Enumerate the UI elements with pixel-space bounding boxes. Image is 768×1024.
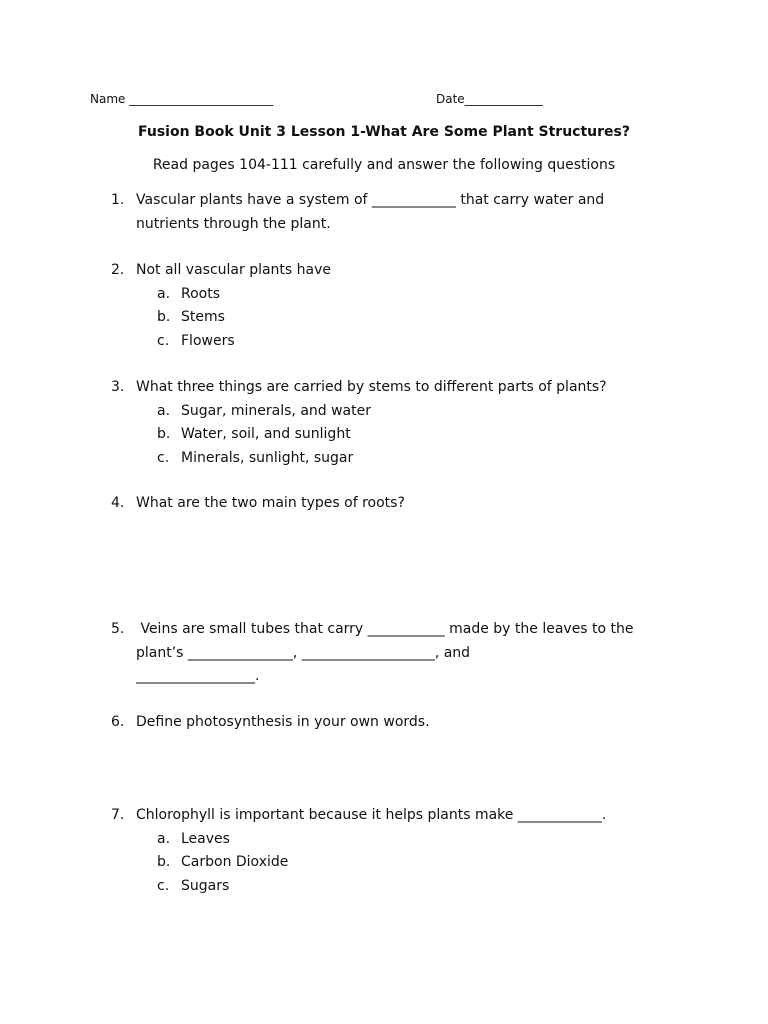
option-letter: a. (157, 830, 171, 847)
option-text: Stems (181, 309, 225, 325)
answer-option (157, 306, 681, 330)
question-2 (111, 259, 681, 353)
option-text: Sugar, minerals, and water (181, 402, 371, 419)
question-4 (111, 492, 681, 516)
question-number: 2. (111, 262, 125, 278)
option-letter: b. (157, 426, 171, 442)
option-letter: a. (157, 285, 171, 302)
answer-option (157, 283, 681, 307)
answer-option (157, 400, 681, 424)
question-number: 4. (111, 495, 125, 511)
question-text: Vascular plants have a system of ____________ that carry water and nutrients through the plant. (136, 192, 605, 232)
question-1 (111, 189, 681, 236)
answer-option (157, 423, 681, 447)
option-text: Sugars (181, 877, 230, 894)
question-number: 5. (111, 621, 125, 637)
answer-option (157, 447, 681, 471)
question-number: 6. (111, 714, 125, 730)
answer-option (157, 828, 681, 852)
option-letter: a. (157, 402, 171, 419)
option-letter: b. (157, 854, 171, 870)
question-text: Not all vascular plants have (136, 262, 332, 278)
question-text: Define photosynthesis in your own words. (136, 714, 430, 730)
date-field-line: Date_____________ (436, 92, 543, 106)
question-number: 3. (111, 379, 125, 395)
question-text: Veins are small tubes that carry ___________ made by the leaves to the plant’s _______________, ___________________, and _________________. (136, 621, 634, 684)
option-letter: c. (157, 449, 170, 466)
option-text: Leaves (181, 830, 230, 847)
question-7 (111, 804, 681, 898)
question-5 (111, 618, 681, 689)
option-letter: c. (157, 877, 170, 894)
worksheet-instructions: Read pages 104-111 carefully and answer the following questions (152, 157, 616, 173)
answer-option (157, 330, 681, 354)
option-letter: c. (157, 332, 170, 349)
question-text: What three things are carried by stems to different parts of plants? (136, 379, 607, 395)
option-text: Roots (181, 285, 221, 302)
answer-option (157, 875, 681, 899)
question-number: 1. (111, 192, 125, 208)
question-number: 7. (111, 807, 125, 823)
answer-options (157, 400, 681, 471)
option-text: Water, soil, and sunlight (181, 426, 351, 442)
question-6 (111, 711, 681, 735)
name-field-line: Name ________________________ (90, 92, 274, 106)
question-3 (111, 376, 681, 470)
option-letter: b. (157, 309, 171, 325)
option-text: Carbon Dioxide (181, 854, 289, 870)
answer-option (157, 851, 681, 875)
answer-options (157, 283, 681, 354)
question-text: Chlorophyll is important because it helps plants make ____________. (136, 807, 607, 823)
option-text: Flowers (181, 332, 235, 349)
question-text: What are the two main types of roots? (136, 495, 405, 511)
answer-options (157, 828, 681, 899)
worksheet-title: Fusion Book Unit 3 Lesson 1-What Are Some Plant Structures? (138, 124, 630, 140)
option-text: Minerals, sunlight, sugar (181, 449, 354, 466)
